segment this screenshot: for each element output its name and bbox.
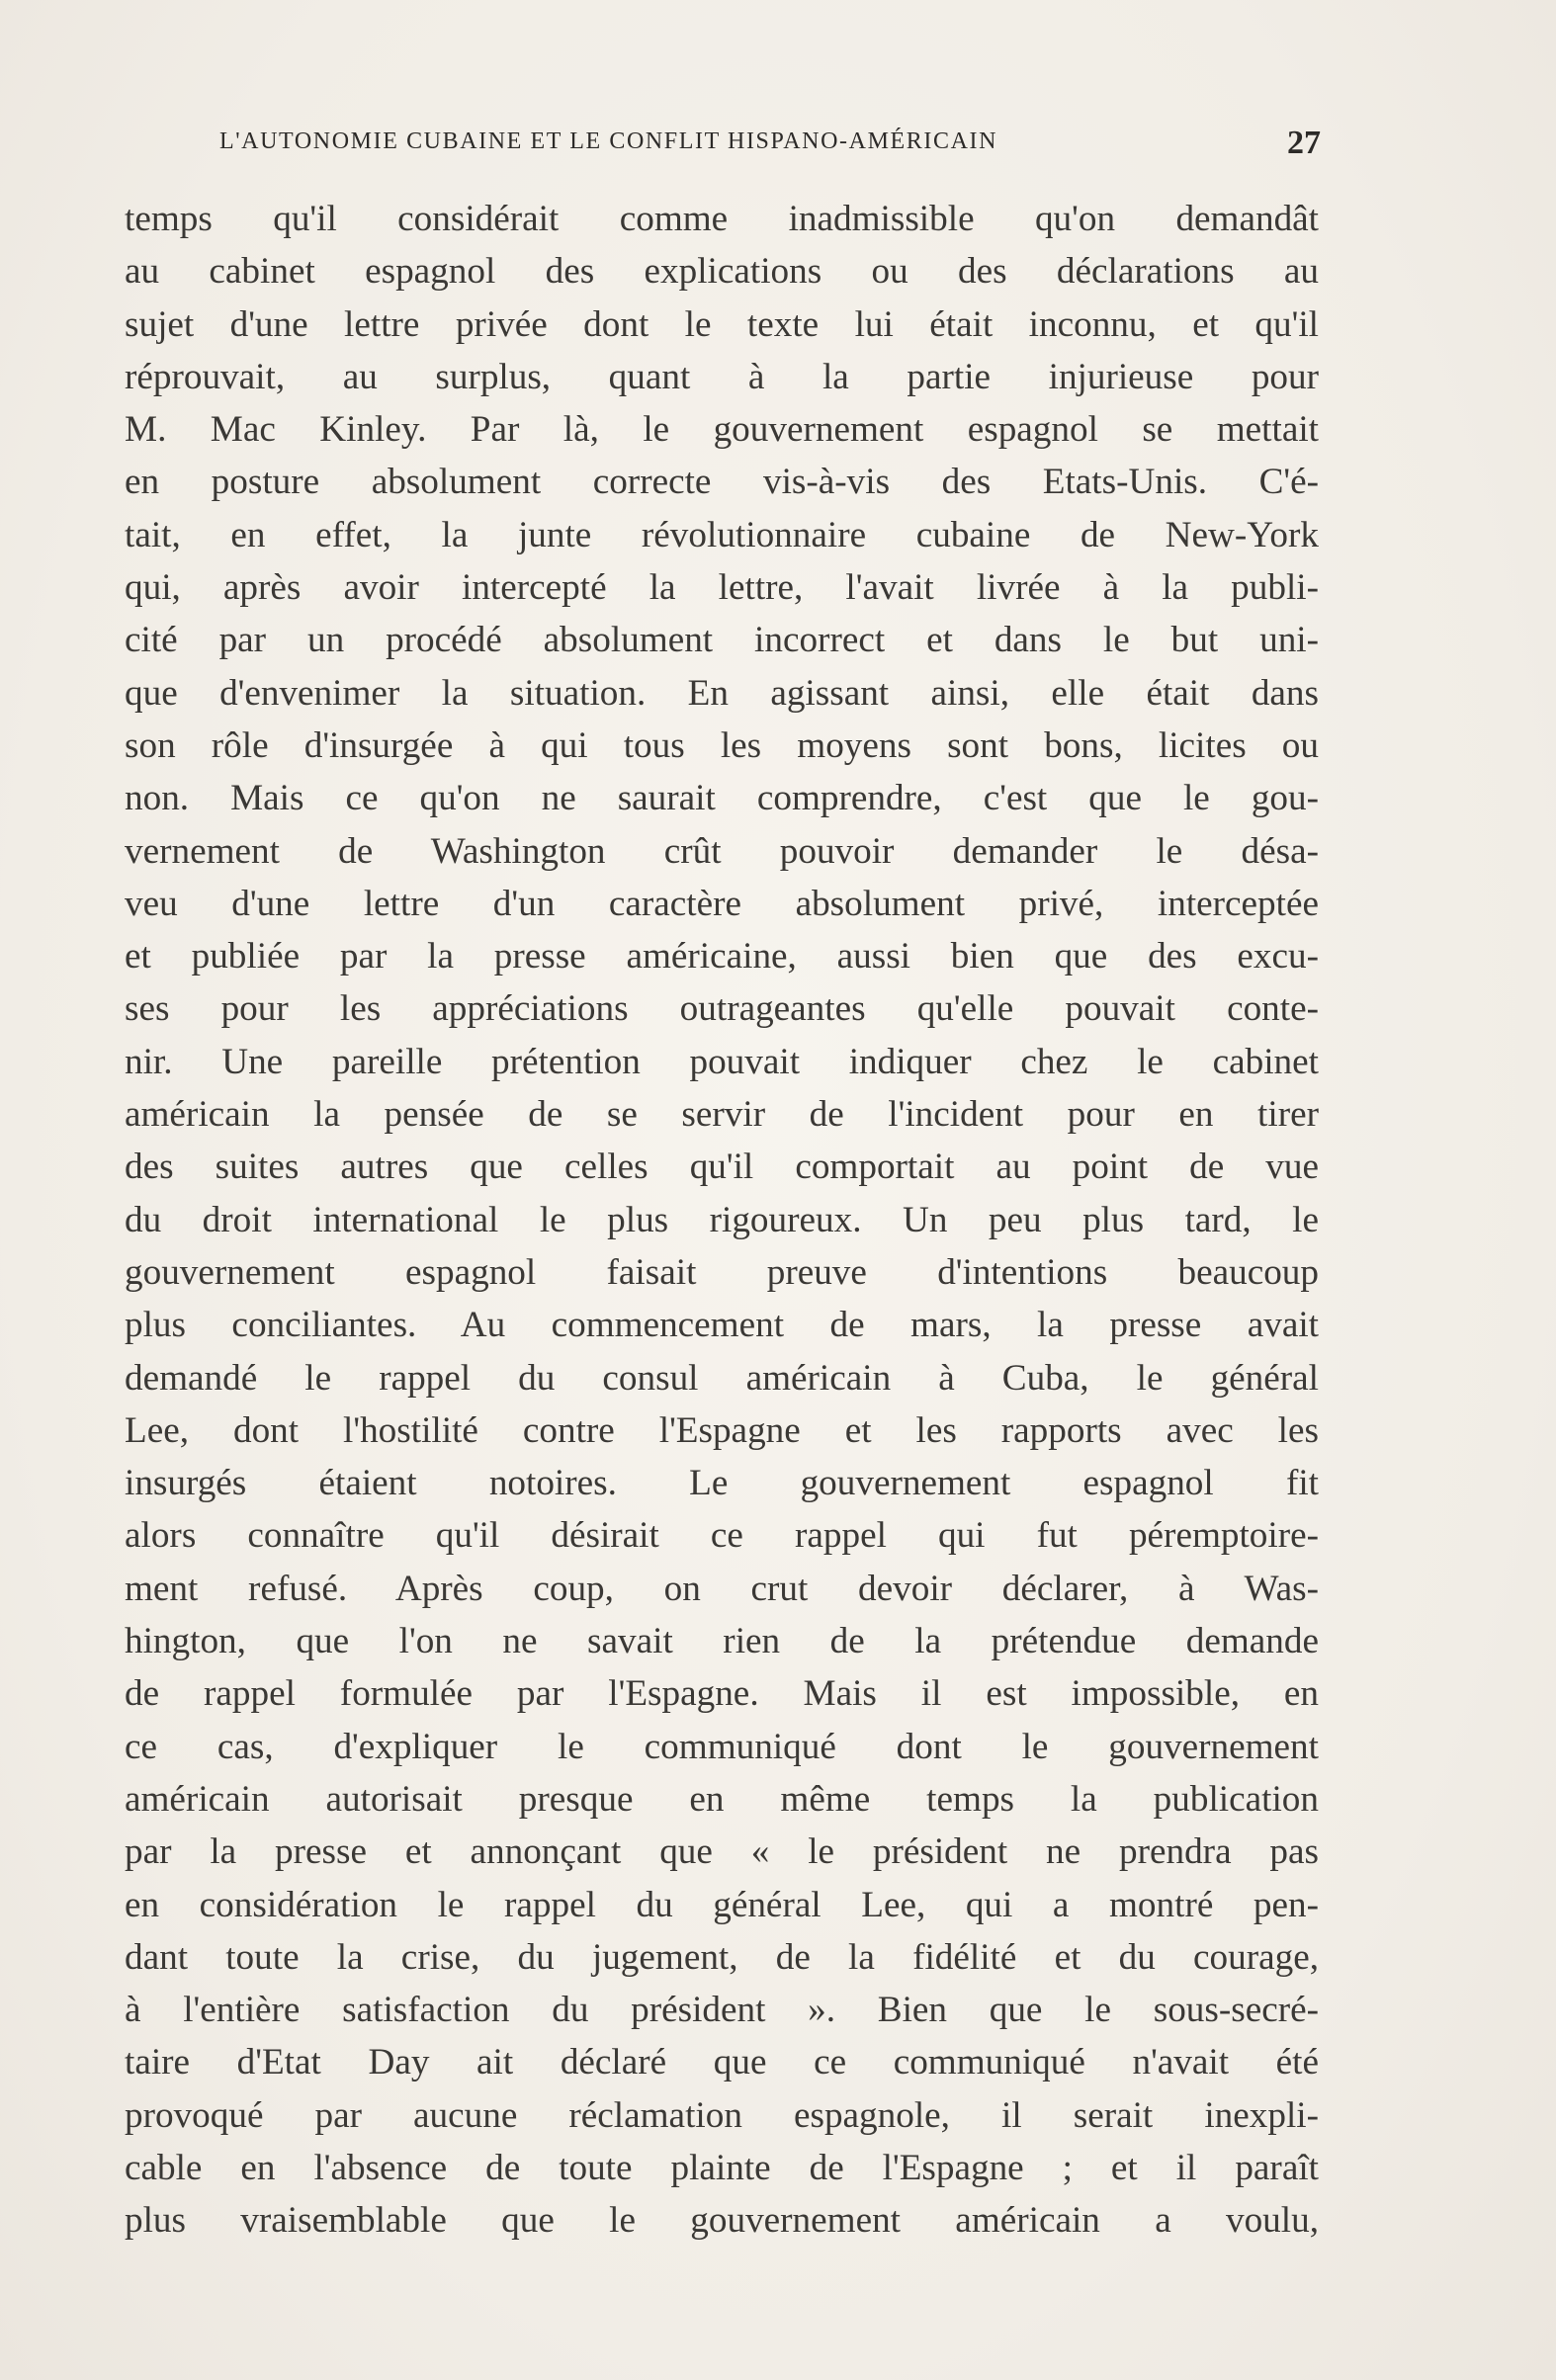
- text-line: son rôle d'insurgée à qui tous les moyens sont bons, licites ou: [125, 724, 1319, 766]
- text-line: hington, que l'on ne savait rien de la prétendue demande: [125, 1621, 1319, 1662]
- text-line: vernement de Washington crût pouvoir demander le désa-: [125, 830, 1319, 872]
- text-line: réprouvait, au surplus, quant à la partie injurieuse pour: [125, 356, 1319, 397]
- text-line: M. Mac Kinley. Par là, le gouvernement espagnol se mettait: [125, 409, 1319, 451]
- text-line: ses pour les appréciations outrageantes qu'elle pouvait conte-: [125, 988, 1319, 1030]
- text-line: en posture absolument correcte vis-à-vis des Etats-Unis. C'é-: [125, 462, 1319, 503]
- page-number: 27: [1287, 125, 1321, 161]
- text-line: nir. Une pareille prétention pouvait indiquer chez le cabinet: [125, 1041, 1319, 1082]
- text-line: gouvernement espagnol faisait preuve d'intentions beaucoup: [125, 1251, 1319, 1293]
- text-line: veu d'une lettre d'un caractère absolument privé, interceptée: [125, 883, 1319, 924]
- text-line: dant toute la crise, du jugement, de la fidélité et du courage,: [125, 1936, 1319, 1978]
- text-line: du droit international le plus rigoureux. Un peu plus tard, le: [125, 1199, 1319, 1240]
- text-line: alors connaître qu'il désirait ce rappel qui fut péremptoire-: [125, 1515, 1319, 1557]
- text-line: cité par un procédé absolument incorrect et dans le but uni-: [125, 620, 1319, 661]
- text-line: sujet d'une lettre privée dont le texte lui était inconnu, et qu'il: [125, 303, 1319, 345]
- text-line: Lee, dont l'hostilité contre l'Espagne et les rapports avec les: [125, 1409, 1319, 1451]
- text-line: non. Mais ce qu'on ne saurait comprendre, c'est que le gou-: [125, 778, 1319, 819]
- text-line: que d'envenimer la situation. En agissant ainsi, elle était dans: [125, 672, 1319, 714]
- text-line: taire d'Etat Day ait déclaré que ce communiqué n'avait été: [125, 2042, 1319, 2083]
- text-line: ment refusé. Après coup, on crut devoir déclarer, à Was-: [125, 1568, 1319, 1609]
- text-line: au cabinet espagnol des explications ou des déclarations au: [125, 251, 1319, 293]
- text-line: par la presse et annonçant que « le président ne prendra pas: [125, 1831, 1319, 1873]
- text-line: des suites autres que celles qu'il comportait au point de vue: [125, 1147, 1319, 1188]
- text-line: insurgés étaient notoires. Le gouvernement espagnol fit: [125, 1463, 1319, 1504]
- text-line: plus vraisemblable que le gouvernement américain a voulu,: [125, 2200, 1319, 2242]
- page-header: [219, 125, 1321, 168]
- text-line: provoqué par aucune réclamation espagnole, il serait inexpli-: [125, 2094, 1319, 2136]
- text-line: ce cas, d'expliquer le communiqué dont le gouvernement: [125, 1726, 1319, 1767]
- text-line: américain autorisait presque en même temps la publication: [125, 1778, 1319, 1820]
- text-line: de rappel formulée par l'Espagne. Mais il est impossible, en: [125, 1673, 1319, 1715]
- text-line: tait, en effet, la junte révolutionnaire cubaine de New-York: [125, 514, 1319, 555]
- text-line: temps qu'il considérait comme inadmissible qu'on demandât: [125, 199, 1319, 239]
- text-line: demandé le rappel du consul américain à Cuba, le général: [125, 1357, 1319, 1399]
- text-line: et publiée par la presse américaine, aussi bien que des excu-: [125, 936, 1319, 978]
- running-title: L'AUTONOMIE CUBAINE ET LE CONFLIT HISPANO-AMÉRICAIN: [219, 128, 998, 154]
- text-line: qui, après avoir intercepté la lettre, l'avait livrée à la publi-: [125, 567, 1319, 609]
- text-line: en considération le rappel du général Lee, qui a montré pen-: [125, 1884, 1319, 1925]
- body-text: [125, 193, 1319, 2248]
- text-line: américain la pensée de se servir de l'incident pour en tirer: [125, 1094, 1319, 1136]
- text-line: cable en l'absence de toute plainte de l'Espagne ; et il paraît: [125, 2147, 1319, 2188]
- text-line: plus conciliantes. Au commencement de mars, la presse avait: [125, 1305, 1319, 1346]
- text-line: à l'entière satisfaction du président ». Bien que le sous-secré-: [125, 1990, 1319, 2031]
